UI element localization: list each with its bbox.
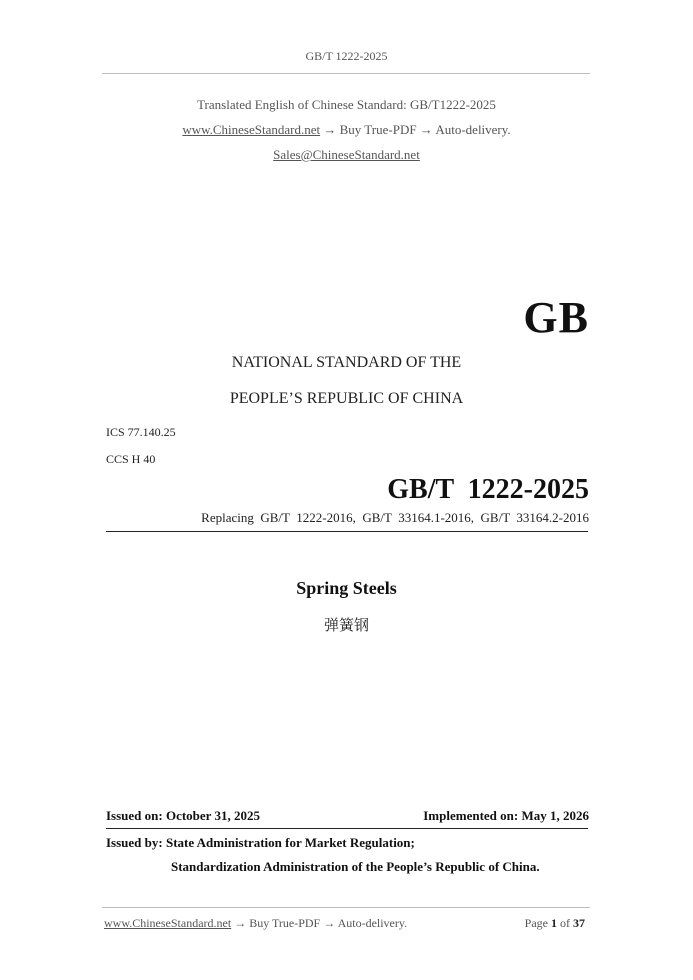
footer-promo-tail: → Buy True-PDF → Auto-delivery. (231, 916, 408, 930)
page-of: of (560, 916, 570, 930)
promo-tail: → Buy True-PDF → Auto-delivery. (320, 122, 511, 137)
ccs-code: CCS H 40 (106, 452, 156, 466)
running-header: GB/T 1222-2025 (305, 49, 388, 63)
replacing-line: Replacing GB/T 1222-2016, GB/T 33164.1-2016, GB/T 33164.2-2016 (201, 510, 589, 525)
footer-site-link[interactable]: www.ChineseStandard.net (104, 916, 232, 930)
implemented-date: Implemented on: May 1, 2026 (423, 808, 589, 823)
header-divider (102, 73, 590, 74)
email-link[interactable]: Sales@ChineseStandard.net (273, 147, 420, 162)
ics-code: ICS 77.140.25 (106, 425, 176, 439)
page-indicator (525, 916, 585, 931)
footer-promo (104, 916, 407, 931)
issued-date: Issued on: October 31, 2025 (106, 808, 260, 823)
promo-line (0, 122, 693, 138)
page-current: 1 (551, 916, 557, 930)
issuer-line-1: Issued by: State Administration for Market Regulation; (106, 835, 415, 850)
translated-line: Translated English of Chinese Standard: GB/T1222-2025 (197, 97, 496, 112)
gb-logo: GB (523, 293, 589, 342)
national-line-2: PEOPLE’S REPUBLIC OF CHINA (229, 390, 464, 407)
email-line (0, 147, 693, 163)
title-chinese: 弹簧钢 (323, 616, 369, 634)
number-divider (106, 531, 588, 532)
title-english: Spring Steels (296, 578, 397, 598)
page-label: Page (524, 916, 548, 930)
standard-number: GB/T 1222-2025 (387, 474, 589, 505)
issuer-line-2: Standardization Administration of the People’s Republic of China. (171, 859, 540, 874)
page-total: 37 (573, 916, 585, 930)
site-link[interactable]: www.ChineseStandard.net (182, 122, 321, 137)
footer-divider (102, 907, 590, 908)
dates-divider (106, 828, 588, 829)
national-line-1: NATIONAL STANDARD OF THE (231, 354, 462, 371)
